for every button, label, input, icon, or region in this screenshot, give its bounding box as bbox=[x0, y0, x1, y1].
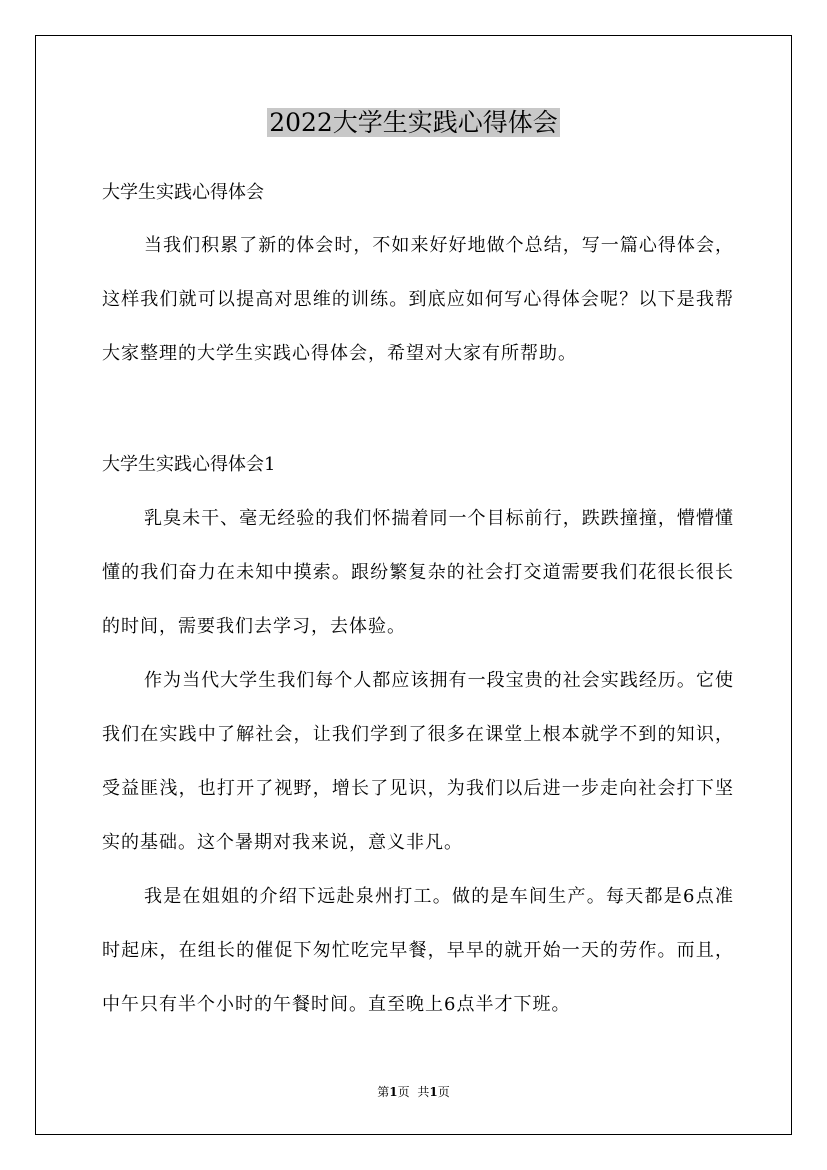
footer-page-number: 1 bbox=[389, 1085, 398, 1099]
page-footer bbox=[0, 1083, 827, 1101]
section1-heading: 大学生实践心得体会1 bbox=[102, 454, 276, 475]
intro-paragraph: 当我们积累了新的体会时，不如来好好地做个总结，写一篇心得体会，这样我们就可以提高对思维的训练。到底应如何写心得体会呢？以下是我帮大家整理的大学生实践心得体会，希望对大家有所帮助。 bbox=[102, 235, 734, 364]
footer-total-suffix: 页 bbox=[437, 1085, 450, 1099]
section1-paragraph-1: 乳臭未干、毫无经验的我们怀揣着同一个目标前行，跌跌撞撞，懵懵懂懂的我们奋力在未知中摸索。跟纷繁复杂的社会打交道需要我们花很长很长的时间，需要我们去学习，去体验。 bbox=[102, 508, 734, 637]
footer-page-prefix: 第 bbox=[377, 1085, 390, 1099]
section1-paragraph-3: 我是在姐姐的介绍下远赴泉州打工。做的是车间生产。每天都是6点准时起床，在组长的催促下匆忙吃完早餐，早早的就开始一天的劳作。而且，中午只有半个小时的午餐时间。直至晚上6点半才下班。 bbox=[102, 886, 734, 1015]
section1-paragraph-2: 作为当代大学生我们每个人都应该拥有一段宝贵的社会实践经历。它使我们在实践中了解社会，让我们学到了很多在课堂上根本就学不到的知识，受益匪浅，也打开了视野，增长了见识，为我们以后进一步走向社会打下坚实的基础。这个暑期对我来说，意义非凡。 bbox=[102, 670, 734, 853]
document-title-text: 2022大学生实践心得体会 bbox=[269, 108, 558, 137]
intro-heading: 大学生实践心得体会 bbox=[102, 182, 264, 203]
document-title bbox=[0, 104, 827, 142]
footer-page-suffix: 页 bbox=[397, 1085, 410, 1099]
footer-total-number: 1 bbox=[429, 1085, 438, 1099]
footer-total-prefix: 共 bbox=[417, 1085, 430, 1099]
